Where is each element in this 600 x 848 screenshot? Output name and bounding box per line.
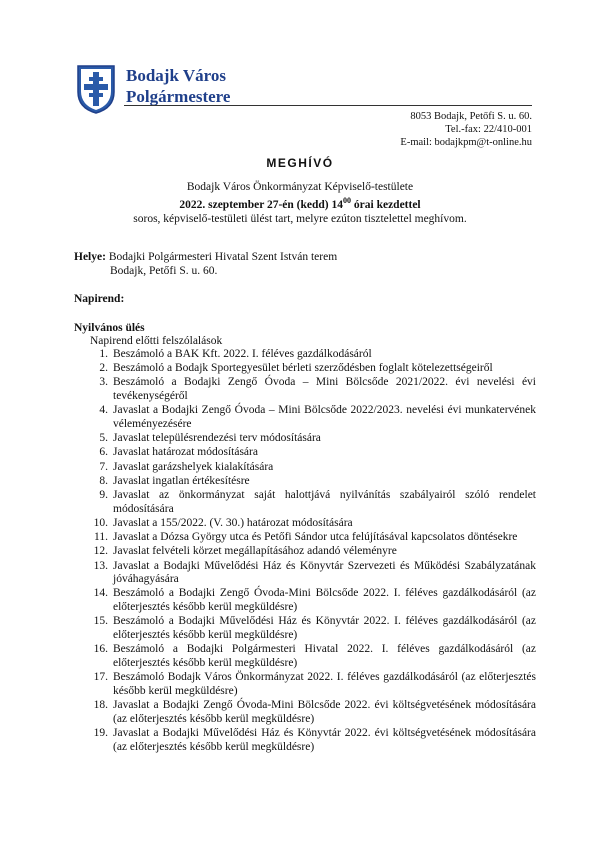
intro-line3: soros, képviselő-testületi ülést tart, melyre ezúton tisztelettel meghívom. bbox=[133, 212, 467, 225]
agenda-item bbox=[84, 699, 536, 726]
agenda-item-text: Javaslat a Bodajki Művelődési Ház és Könyvtár 2022. évi költségvetésének módosítására (az előterjesztés később kerül megküldésre) bbox=[113, 726, 536, 753]
meeting-date-tail: órai kezdettel bbox=[351, 198, 421, 211]
agenda-item-text: Javaslat a Dózsa György utca és Petőfi Sándor utca felújításával kapcsolatos döntésekre bbox=[113, 531, 518, 544]
agenda-list bbox=[84, 348, 536, 755]
agenda-item-text: Javaslat az önkormányzat saját halottjává nyilvánítás szabályairól szóló rendelet módosítására bbox=[113, 489, 536, 515]
agenda-item-number: 13. bbox=[93, 559, 108, 572]
agenda-item-number: 2. bbox=[99, 362, 108, 375]
agenda-item-number: 17. bbox=[93, 671, 108, 684]
agenda-item bbox=[84, 446, 536, 460]
agenda-item bbox=[84, 362, 536, 376]
agenda-item-text: Javaslat a 155/2022. (V. 30.) határozat módosítására bbox=[113, 516, 353, 529]
meeting-date-main: 2022. szeptember 27-én (kedd) 14 bbox=[179, 198, 344, 211]
coat-of-arms-icon bbox=[76, 64, 116, 114]
intro-block bbox=[0, 180, 600, 226]
org-name bbox=[126, 65, 230, 107]
intro-line1: Bodajk Város Önkormányzat Képviselő-testülete bbox=[186, 181, 414, 193]
agenda-item-number: 8. bbox=[99, 474, 108, 487]
location-label: Helye: bbox=[74, 251, 106, 263]
agenda-item-number: 18. bbox=[93, 699, 108, 712]
agenda-item-number: 15. bbox=[93, 615, 108, 628]
meeting-date bbox=[0, 194, 600, 212]
agenda-item-text: Beszámoló a Bodajki Művelődési Ház és Könyvtár 2022. I. féléves gazdálkodásáról (az előterjesztés később kerül megküldésre) bbox=[113, 615, 536, 642]
agenda-item bbox=[84, 489, 536, 516]
agenda-item bbox=[84, 475, 536, 489]
agenda-item-number: 1. bbox=[99, 348, 108, 360]
meeting-time-minutes: 00 bbox=[343, 196, 352, 205]
location-block bbox=[74, 250, 337, 278]
agenda-item bbox=[84, 404, 536, 431]
header-divider bbox=[124, 105, 532, 106]
agenda-item bbox=[84, 587, 536, 614]
agenda-item-text: Beszámoló a Bodajki Zengő Óvoda – Mini Bölcsőde 2021/2022. évi nevelési évi tevékenységéről bbox=[113, 376, 536, 403]
agenda-item bbox=[84, 432, 536, 446]
agenda-item-number: 12. bbox=[93, 545, 108, 558]
email: E-mail: bodajkpm@t-online.hu bbox=[400, 137, 532, 148]
agenda-item-text: Javaslat a Bodajki Művelődési Ház és Könyvtár Szervezeti és Működési Szabályzatának jóváhagyására bbox=[113, 559, 536, 586]
public-session-heading: Nyilvános ülés bbox=[74, 322, 145, 334]
agenda-item bbox=[84, 376, 536, 403]
agenda-item-text: Beszámoló a Bodajki Polgármesteri Hivatal 2022. I. féléves gazdálkodásáról (az előterjesztés később kerül megküldésre) bbox=[113, 643, 536, 669]
location-line2: Bodajk, Petőfi S. u. 60. bbox=[110, 265, 218, 277]
agenda-item-text: Javaslat határozat módosítására bbox=[113, 446, 258, 459]
agenda-item-number: 19. bbox=[93, 726, 108, 739]
agenda-item-number: 7. bbox=[99, 460, 108, 473]
agenda-item-text: Javaslat ingatlan értékesítésre bbox=[113, 474, 250, 487]
agenda-item-text: Javaslat felvételi körzet megállapításához adandó véleményre bbox=[113, 545, 397, 558]
document-title: MEGHÍVÓ bbox=[266, 156, 334, 170]
contact-block bbox=[400, 110, 532, 149]
agenda-heading: Napirend: bbox=[74, 293, 125, 305]
agenda-item bbox=[84, 545, 536, 559]
agenda-item-number: 3. bbox=[99, 376, 108, 389]
agenda-item bbox=[84, 643, 536, 670]
agenda-item-text: Javaslat garázshelyek kialakítására bbox=[113, 460, 274, 473]
pre-agenda-item: Napirend előtti felszólalások bbox=[90, 335, 223, 347]
agenda-item-number: 5. bbox=[99, 432, 108, 445]
agenda-item-number: 14. bbox=[93, 587, 108, 600]
agenda-item-number: 9. bbox=[99, 489, 108, 502]
location-line1: Bodajki Polgármesteri Hivatal Szent István terem bbox=[105, 251, 338, 263]
agenda-item bbox=[84, 615, 536, 642]
agenda-item bbox=[84, 560, 536, 587]
agenda-item bbox=[84, 531, 536, 545]
agenda-item-number: 11. bbox=[94, 531, 108, 544]
agenda-item-text: Beszámoló Bodajk Város Önkormányzat 2022. I. féléves gazdálkodásáról (az előterjesztés később kerül megküldésre) bbox=[113, 671, 536, 697]
agenda-item bbox=[84, 727, 536, 754]
agenda-item-text: Beszámoló a Bodajki Zengő Óvoda-Mini Bölcsőde 2022. I. féléves gazdálkodásáról (az előterjesztés később kerül megküldésre) bbox=[113, 587, 536, 614]
agenda-item-text: Javaslat a Bodajki Zengő Óvoda – Mini Bölcsőde 2022/2023. nevelési évi munkatervének véleményezésére bbox=[113, 404, 536, 431]
agenda-item-text: Beszámoló a Bodajk Sportegyesület bérleti szerződésben foglalt kötelezettségeiről bbox=[113, 362, 493, 375]
address: 8053 Bodajk, Petőfi S. u. 60. bbox=[410, 111, 532, 122]
agenda-item bbox=[84, 671, 536, 698]
agenda-item-number: 16. bbox=[93, 643, 108, 656]
agenda-item-number: 4. bbox=[99, 404, 108, 417]
phone: Tel.-fax: 22/410-001 bbox=[445, 124, 532, 135]
agenda-item-text: Javaslat a Bodajki Zengő Óvoda-Mini Bölcsőde 2022. évi költségvetésének módosítására (az előterjesztés később kerül megküldésre) bbox=[113, 699, 536, 725]
org-name-line2: Polgármestere bbox=[126, 87, 231, 106]
agenda-item-text: Javaslat településrendezési terv módosítására bbox=[113, 432, 321, 445]
agenda-item bbox=[84, 348, 536, 362]
agenda-item bbox=[84, 461, 536, 475]
agenda-item-text: Beszámoló a BAK Kft. 2022. I. féléves gazdálkodásáról bbox=[113, 348, 372, 360]
org-name-line1: Bodajk Város bbox=[126, 66, 226, 85]
agenda-item-number: 10. bbox=[93, 516, 108, 529]
agenda-item bbox=[84, 517, 536, 531]
agenda-item-number: 6. bbox=[99, 446, 108, 459]
